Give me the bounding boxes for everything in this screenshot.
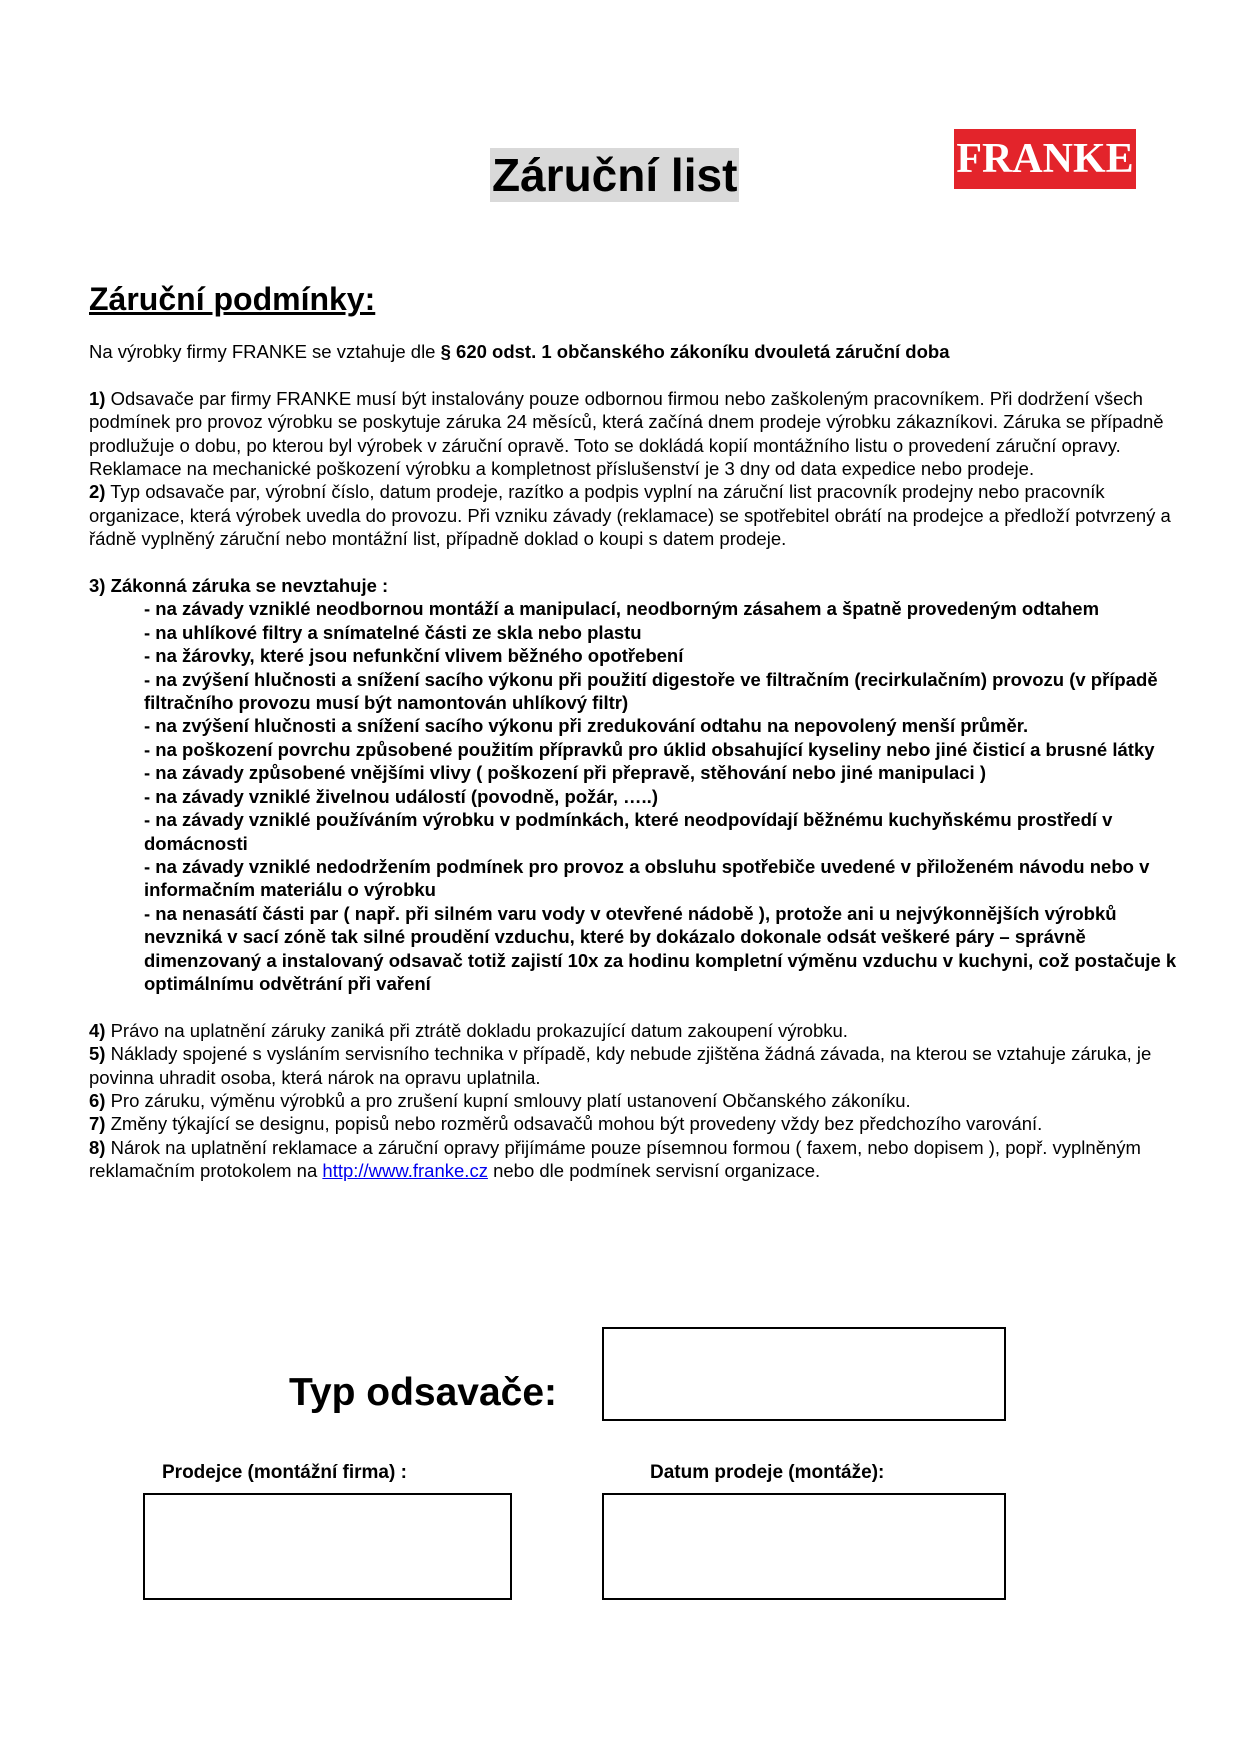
exclusion-item: - na žárovky, které jsou nefunkční vlivem běžného opotřebení (144, 645, 684, 667)
condition-5: 5) Náklady spojené s vysláním servisního technika v případě, kdy nebude zjištěna žádná závada, na kterou se vztahuje záruka, je povinna uhradit osoba, která nárok na opravu uplatnila. (89, 1043, 1152, 1088)
condition-8: 8) Nárok na uplatnění reklamace a záruční opravy přijímáme pouze písemnou formou ( faxem, nebo dopisem ), popř. vyplněným reklamačním protokolem na http://www.franke.cz nebo dle podmínek servisní organizace. (89, 1136, 1141, 1182)
sale-date-field[interactable] (602, 1493, 1006, 1600)
exclusion-item: - na závady vzniklé nedodržením podmínek pro provoz a obsluhu spotřebiče uvedené v přiloženém návodu nebo v informačním materiálu o výrobku (144, 855, 1150, 901)
exclusion-item: - na zvýšení hlučnosti a snížení sacího výkonu při zredukování odtahu na nepovolený menší průměr. (144, 715, 1029, 737)
section-heading: Záruční podmínky: (89, 281, 376, 317)
exclusion-item: - na závady vzniklé živelnou událostí (povodně, požár, …..) (144, 785, 658, 807)
exclusion-item: - na nenasátí části par ( např. při silném varu vody v otevřené nádobě ), protože ani u nejvýkonnějších výrobků nevzniká v sací zóně tak silné proudění vzduchu, které by dokázalo dokonale odsát veškeré páry – správně dimenzovaný a instalovaný odsavač totiž zajistí 10x za hodinu kompletní výměnu vzduchu v kuchyni, což postačuje k optimálnímu odvětrání při vaření (144, 902, 1177, 994)
condition-4: 4) Právo na uplatnění záruky zaniká při ztrátě dokladu prokazující datum zakoupení výrobku. (89, 1019, 848, 1041)
seller-label: Prodejce (montážní firma) : (162, 1462, 407, 1483)
franke-website-link[interactable]: http://www.franke.cz (322, 1160, 488, 1182)
exclusion-item: - na závady vzniklé neodbornou montáží a manipulací, neodborným zásahem a špatně provedeným odtahem (144, 598, 1100, 620)
exclusion-item: - na uhlíkové filtry a snímatelné části ze skla nebo plastu (144, 621, 642, 643)
hood-type-label: Typ odsavače: (289, 1371, 558, 1414)
logo-text: FRANKE (956, 136, 1134, 182)
exclusion-list (89, 597, 1179, 995)
exclusion-item: - na závady způsobené vnějšími vlivy ( poškození při přepravě, stěhování nebo jiné manipulaci ) (144, 762, 986, 784)
intro-legal-reference: § 620 odst. 1 občanského zákoníku dvouletá záruční doba (440, 341, 950, 362)
hood-type-field[interactable] (602, 1327, 1006, 1421)
condition-7: 7) Změny týkající se designu, popisů nebo rozměrů odsavačů mohou být provedeny vždy bez předchozího varování. (89, 1113, 1043, 1135)
warranty-conditions (89, 340, 1179, 1183)
intro-paragraph: Na výrobky firmy FRANKE se vztahuje dle § 620 odst. 1 občanského zákoníku dvouletá záruční doba (89, 341, 950, 362)
exclusion-item: - na zvýšení hlučnosti a snížení sacího výkonu při použití digestoře ve filtračním (recirkulačním) provozu (v případě filtračního provozu musí být namontován uhlíkový filtr) (144, 668, 1158, 714)
page-title: Záruční list (492, 149, 738, 201)
condition-3-heading: 3) Zákonná záruka se nevztahuje : (89, 575, 389, 597)
seller-field[interactable] (143, 1493, 512, 1600)
exclusion-item: - na poškození povrchu způsobené použitím přípravků pro úklid obsahující kyseliny nebo jiné čisticí a brusné látky (144, 738, 1155, 760)
franke-logo (954, 129, 1136, 189)
condition-6: 6) Pro záruku, výměnu výrobků a pro zrušení kupní smlouvy platí ustanovení Občanského zákoníku. (89, 1089, 911, 1111)
condition-1: 1) Odsavače par firmy FRANKE musí být instalovány pouze odbornou firmou nebo zaškoleným pracovníkem. Při dodržení všech podmínek pro provoz výrobku se poskytuje záruka 24 měsíců, která začíná dnem prodeje výrobku zákazníkovi. Záruka se případně prodlužuje o dobu, po kterou byl výrobek v záruční opravě. Toto se dokládá kopií montážního listu o provedení záruční opravy. Reklamace na mechanické poškození výrobku a kompletnost příslušenství je 3 dny od data expedice nebo prodeje. (89, 387, 1164, 480)
exclusion-item: - na závady vzniklé používáním výrobku v podmínkách, které neodpovídají běžnému kuchyňskému prostředí v domácnosti (144, 809, 1113, 854)
condition-2: 2) Typ odsavače par, výrobní číslo, datum prodeje, razítko a podpis vyplní na záruční list pracovník prodejny nebo pracovník organizace, která výrobek uvedla do provozu. Při vzniku závady (reklamace) se spotřebitel obrátí na prodejce a předloží potvrzený a řádně vyplněný záruční nebo montážní list, případně doklad o koupi s datem prodeje. (89, 481, 1171, 550)
sale-date-label: Datum prodeje (montáže): (650, 1462, 885, 1483)
